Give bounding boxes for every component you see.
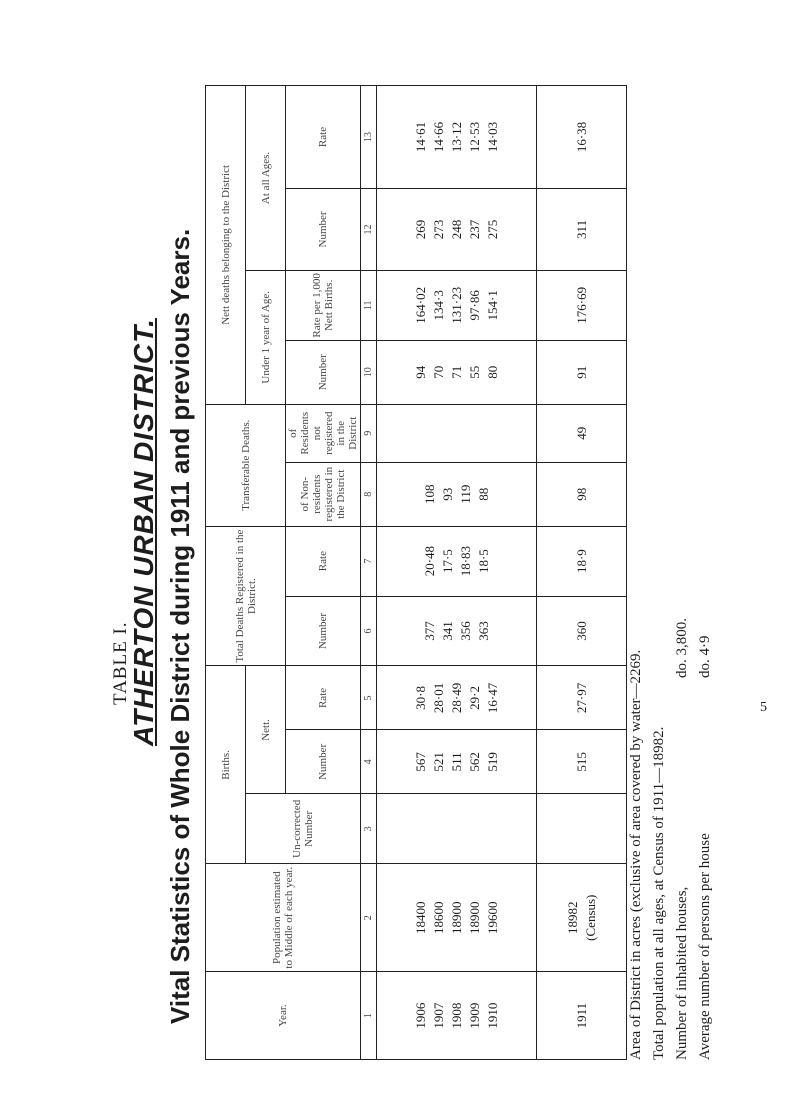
footnote-area: Area of District in acres (exclusive of area covered by water—2269. <box>628 649 644 1060</box>
cell-births-rate: 30·8 28·01 28·49 29·2 16·47 <box>377 666 537 730</box>
cell-births-number-1911: 515 <box>537 730 627 794</box>
footnotes <box>625 360 717 1060</box>
header-year: Year. <box>206 972 361 1060</box>
column-index: 2 <box>361 864 377 972</box>
column-index: 4 <box>361 730 377 794</box>
footnote-population: Total population at all ages, at Census of 1911—18982. <box>651 726 667 1060</box>
header-non-residents: of Non-residents registered in the District <box>286 462 361 526</box>
page-number: 5 <box>760 700 767 715</box>
column-index: 6 <box>361 596 377 666</box>
column-index: 5 <box>361 666 377 730</box>
header-population: Population estimated to Middle of each year. <box>206 864 361 972</box>
cell-residents-not-1911: 49 <box>537 404 627 462</box>
cell-population: 18400 18600 18900 18900 19600 <box>377 864 537 972</box>
table-row-1906-1910 <box>377 86 537 1060</box>
cell-residents-not <box>377 404 537 462</box>
column-index: 11 <box>361 270 377 340</box>
cell-year-1911: 1911 <box>537 972 627 1060</box>
cell-non-residents: 108 93 119 88 <box>377 462 537 526</box>
header-nett-deaths: Nett deaths belonging to the District <box>206 86 246 405</box>
header-deaths-number: Number <box>286 596 361 666</box>
header-deaths-rate: Rate <box>286 526 361 596</box>
header-all-number: Number <box>286 188 361 270</box>
cell-all-rate: 14·61 14·66 13·12 12·53 14·03 <box>377 86 537 189</box>
cell-deaths-rate: 20·48 17·5 18·83 18·5 <box>377 526 537 596</box>
cell-non-residents-1911: 98 <box>537 462 627 526</box>
cell-population-1911: 18982 (Census) <box>537 864 627 972</box>
column-index: 1 <box>361 972 377 1060</box>
cell-infant-number: 94 70 71 55 80 <box>377 340 537 404</box>
column-index: 13 <box>361 86 377 189</box>
cell-infant-rate-1911: 176·69 <box>537 270 627 340</box>
column-index: 12 <box>361 188 377 270</box>
header-residents-not: of Residents not registered in the District <box>286 404 361 462</box>
header-uncorrected: Un-corrected Number <box>246 794 361 864</box>
header-transferable: Transferable Deaths. <box>206 404 286 526</box>
cell-infant-rate: 164·02 134·3 131·23 97·86 154·1 <box>377 270 537 340</box>
cell-uncorrected <box>377 794 537 864</box>
header-under-1: Under 1 year of Age. <box>246 270 286 404</box>
footnote-persons-per-house: Average number of persons per house do. 4·9 <box>697 635 713 1060</box>
document-title: Vital Statistics of Whole District during 1911 and previous Years. <box>165 228 195 1024</box>
cell-births-number: 567 521 511 562 519 <box>377 730 537 794</box>
header-all-ages: At all Ages. <box>246 86 286 271</box>
header-nett: Nett. <box>246 666 286 794</box>
header-births-rate: Rate <box>286 666 361 730</box>
footnote-houses: Number of inhabited houses, do. 3,800. <box>674 618 690 1060</box>
table-label: TABLE I. <box>110 621 131 705</box>
cell-all-number-1911: 311 <box>537 188 627 270</box>
column-index: 9 <box>361 404 377 462</box>
header-infant-rate: Rate per 1,000 Nett Births. <box>286 270 361 340</box>
cell-deaths-rate-1911: 18·9 <box>537 526 627 596</box>
header-births: Births. <box>206 666 246 864</box>
cell-infant-number-1911: 91 <box>537 340 627 404</box>
header-total-deaths: Total Deaths Registered in the District. <box>206 526 286 666</box>
cell-all-rate-1911: 16·38 <box>537 86 627 189</box>
cell-deaths-number-1911: 360 <box>537 596 627 666</box>
cell-births-rate-1911: 27·97 <box>537 666 627 730</box>
header-all-rate: Rate <box>286 86 361 189</box>
column-index: 8 <box>361 462 377 526</box>
column-index: 7 <box>361 526 377 596</box>
column-index: 3 <box>361 794 377 864</box>
header-births-number: Number <box>286 730 361 794</box>
cell-deaths-number: 377 341 356 363 <box>377 596 537 666</box>
table-row-1911 <box>537 86 627 1060</box>
cell-all-number: 269 273 248 237 275 <box>377 188 537 270</box>
cell-uncorrected-1911 <box>537 794 627 864</box>
header-infant-number: Number <box>286 340 361 404</box>
district-title: ATHERTON URBAN DISTRICT. <box>128 318 159 746</box>
column-index: 10 <box>361 340 377 404</box>
cell-year: 1906 1907 1908 1909 1910 <box>377 972 537 1060</box>
vital-statistics-table <box>205 85 603 1060</box>
